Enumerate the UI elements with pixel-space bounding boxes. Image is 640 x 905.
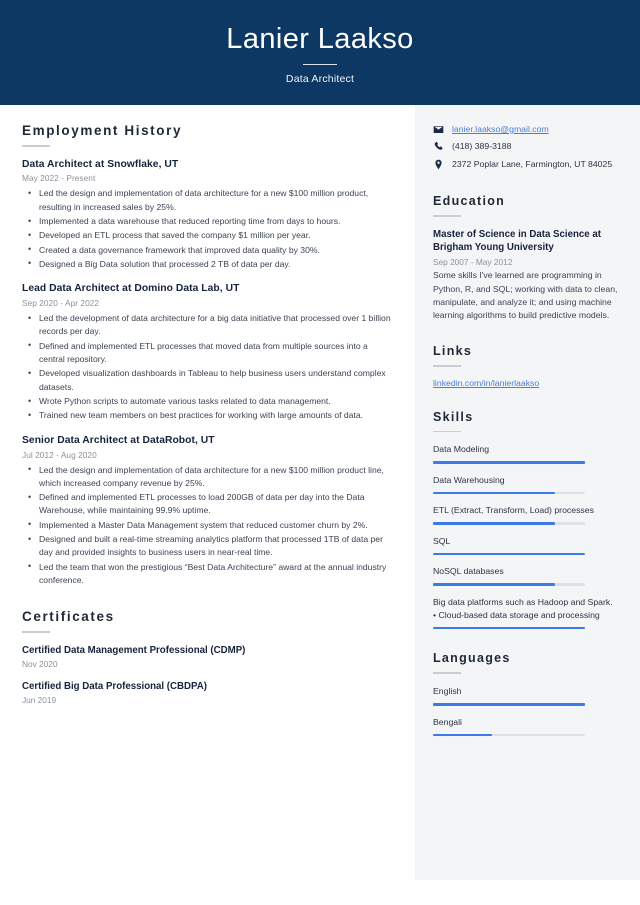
language [433, 685, 618, 706]
language-list [433, 685, 618, 736]
skill-level-bar [433, 583, 585, 586]
employment-entry-date: Jul 2012 - Aug 2020 [22, 449, 97, 460]
employment-entry [22, 434, 391, 588]
employment-bullet: • Led the team that won the prestigious “Best Data Architecture” award at the annual industry conference. [22, 561, 391, 588]
employment-entry-date: Sep 2020 - Apr 2022 [22, 298, 100, 309]
phone-icon [433, 140, 446, 152]
contact-value[interactable]: lanier.laakso@gmail.com [452, 124, 549, 134]
contact-info-list [433, 123, 618, 170]
links-section [433, 344, 618, 388]
skill-level-fill [433, 492, 555, 495]
certificate-date: Nov 2020 [22, 658, 58, 669]
skill-level-fill [433, 583, 555, 586]
skills-heading: Skills [433, 409, 474, 424]
language-level-fill [433, 703, 585, 706]
skill [433, 504, 618, 525]
section-divider [433, 431, 461, 433]
employment-bullet-list [22, 464, 391, 588]
candidate-name: Lanier Laakso [226, 22, 414, 55]
resume-body [0, 105, 640, 905]
skill-label: Data Modeling [433, 444, 490, 455]
skill-level-fill [433, 627, 585, 630]
education-heading: Education [433, 194, 506, 209]
employment-bullet: • Designed a Big Data solution that processed 2 TB of data per day. [22, 258, 391, 271]
sidebar-link[interactable]: linkedin.com/in/lanierlaakso [433, 377, 540, 388]
skill-level-bar [433, 627, 585, 630]
candidate-job-title: Data Architect [285, 73, 355, 86]
employment-entry-title: Lead Data Architect at Domino Data Lab, UT [22, 283, 240, 295]
contact-value: 2372 Poplar Lane, Farmington, UT 84025 [452, 158, 613, 169]
skill-list [433, 443, 618, 629]
employment-entry-date: May 2022 - Present [22, 173, 96, 184]
employment-bullet: • Implemented a Master Data Management system that reduced customer churn by 2%. [22, 519, 391, 532]
skill-level-fill [433, 522, 555, 525]
envelope-icon [433, 123, 446, 135]
section-divider [433, 215, 461, 217]
skill [433, 565, 618, 586]
skill-label: Big data platforms such as Hadoop and Spark. • Cloud-based data storage and processing [433, 596, 613, 620]
education-degree: Master of Science in Data Science at Brigham Young University [433, 228, 601, 253]
skill [433, 535, 618, 556]
main-column [0, 105, 415, 905]
certificates-heading: Certificates [22, 609, 115, 625]
employment-history-heading: Employment History [22, 123, 183, 138]
employment-bullet: • Developed an ETL process that saved the company $1 million per year. [22, 229, 391, 242]
skill-label: Data Warehousing [433, 474, 505, 485]
resume-header [0, 0, 640, 105]
employment-bullet: • Defined and implemented ETL processes to load 200GB of data per day into the Data Warehouse, while maintaining 99.9% uptime. [22, 491, 391, 518]
language-level-bar [433, 734, 585, 737]
certificate-title: Certified Big Data Professional (CBDPA) [22, 680, 207, 692]
employment-bullet-list [22, 187, 391, 271]
employment-entry-title: Senior Data Architect at DataRobot, UT [22, 434, 215, 446]
contact-row [433, 140, 618, 152]
employment-bullet: • Designed and built a real-time streaming analytics platform that processed 1TB of data per day and provided insights to business users in near-real time. [22, 533, 391, 560]
employment-bullet: • Implemented a data warehouse that reduced reporting time from days to hours. [22, 215, 391, 228]
header-divider [303, 64, 337, 65]
employment-history-section [22, 123, 391, 587]
employment-bullet: • Wrote Python scripts to automate various tasks related to data management. [22, 395, 391, 408]
employment-bullet: • Led the development of data architecture for a big data initiative that processed over 1 billion records per day. [22, 312, 391, 339]
link-list [433, 378, 618, 388]
employment-entry [22, 158, 391, 272]
skill-level-fill [433, 461, 585, 464]
skill-level-bar [433, 461, 585, 464]
language-level-bar [433, 703, 585, 706]
employment-bullet: • Defined and implemented ETL processes that moved data from multiple sources into a central repository. [22, 340, 391, 367]
certificates-section [22, 609, 391, 705]
skill-label: NoSQL databases [433, 566, 504, 577]
skill-level-bar [433, 522, 585, 525]
language-label: Bengali [433, 716, 462, 727]
location-pin-icon [433, 158, 446, 170]
employment-entry-title: Data Architect at Snowflake, UT [22, 158, 179, 170]
employment-bullet: • Led the design and implementation of data architecture for a new $100 million product line, which increased company revenue by 25%. [22, 464, 391, 491]
certificate-date: Jun 2019 [22, 695, 57, 706]
section-divider [22, 631, 50, 633]
section-divider [22, 145, 50, 147]
education-description: Some skills I've learned are programming in Python, R, and SQL; working with data to clean, manipulate, and analyze it; and using machine learning algorithms to build predictive models. [433, 270, 618, 320]
skill-level-bar [433, 553, 585, 556]
language-level-fill [433, 734, 492, 737]
languages-section [433, 651, 618, 736]
education-date: Sep 2007 - May 2012 [433, 257, 513, 268]
education-section [433, 194, 618, 322]
employment-entry-list [22, 158, 391, 588]
skill-level-bar [433, 492, 585, 495]
employment-bullet: • Trained new team members on best practices for working with large amounts of data. [22, 409, 391, 422]
skill [433, 474, 618, 495]
skills-section [433, 410, 618, 630]
employment-bullet: • Developed visualization dashboards in Tableau to help business users understand complex datasets. [22, 367, 391, 394]
skill-label: ETL (Extract, Transform, Load) processes [433, 505, 594, 516]
language-label: English [433, 685, 462, 696]
certificate-entry [22, 644, 391, 669]
skill-label: SQL [433, 535, 451, 546]
skill [433, 596, 618, 630]
contact-row [433, 158, 618, 170]
employment-bullet-list [22, 312, 391, 423]
contact-value: (418) 389-3188 [452, 141, 512, 152]
section-divider [433, 365, 461, 367]
language [433, 716, 618, 737]
employment-entry [22, 282, 391, 422]
certificate-entry [22, 680, 391, 705]
sidebar-column [415, 105, 640, 880]
employment-bullet: • Created a data governance framework that improved data quality by 30%. [22, 244, 391, 257]
skill-level-fill [433, 553, 585, 556]
certificate-title: Certified Data Management Professional (CDMP) [22, 644, 246, 656]
skill [433, 443, 618, 464]
links-heading: Links [433, 344, 473, 359]
contact-row[interactable] [433, 123, 618, 135]
languages-heading: Languages [433, 651, 511, 666]
section-divider [433, 672, 461, 674]
certificate-list [22, 644, 391, 705]
employment-bullet: • Led the design and implementation of data architecture for a new $100 million product, resulting in increased sales by 25%. [22, 187, 391, 214]
